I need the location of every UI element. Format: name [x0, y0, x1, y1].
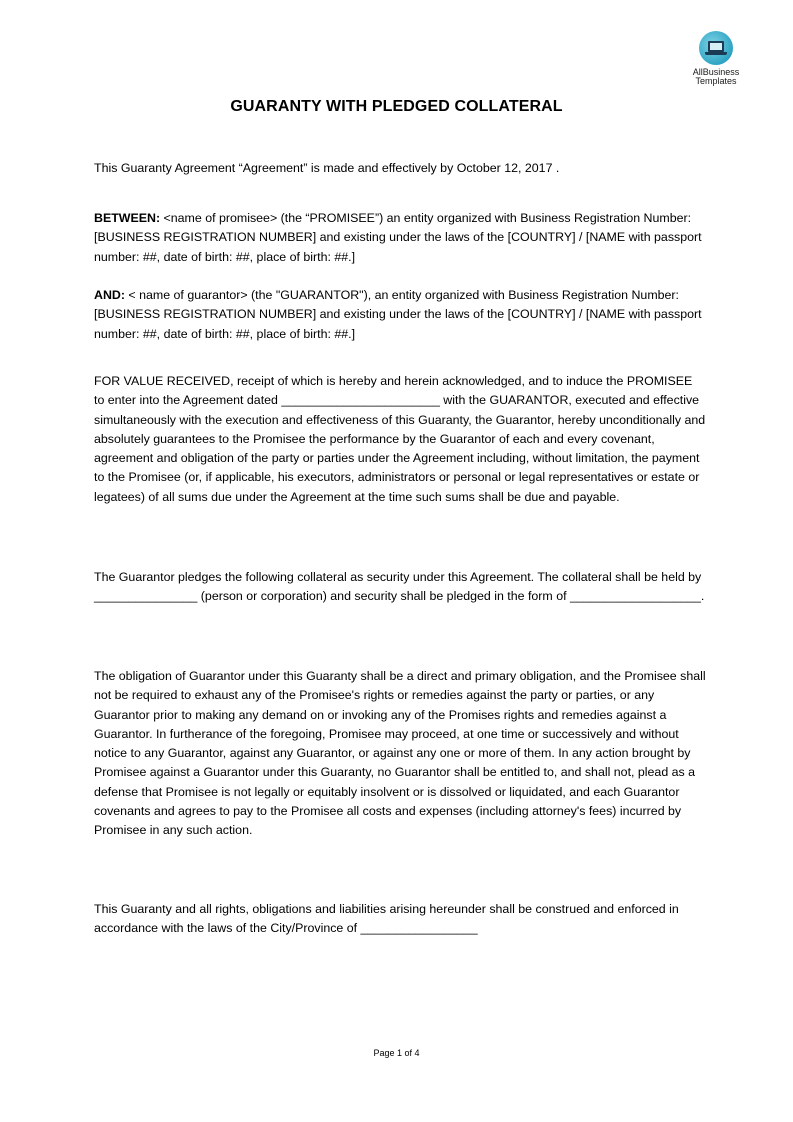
between-label: BETWEEN:	[94, 211, 161, 225]
value-received-paragraph: FOR VALUE RECEIVED, receipt of which is hereby and herein acknowledged, and to induce the PROMISEE to enter into the Agreement dated _______________________ with the GUARANTOR, executed and effective simultaneously with the execution and effectiveness of this Guaranty, the Guarantor, hereby unconditionally and absolutely guarantees to the Promisee the performance by the Guarantor of each and every covenant, agreement and obligation of the party or parties under the Agreement including, without limitation, the payment to the Promisee (or, if applicable, his executors, administrators or personal or legal representatives or estate or legatees) of all sums due under the Agreement at the time such sums shall be due and payable.	[94, 374, 706, 504]
document-title: GUARANTY WITH PLEDGED COLLATERAL	[230, 98, 563, 115]
intro-paragraph: This Guaranty Agreement “Agreement” is made and effectively by October 12, 2017 .	[94, 161, 560, 175]
laptop-icon	[699, 31, 733, 65]
logo-line-1: AllBusiness	[692, 67, 740, 77]
between-text: <name of promisee> (the “PROMISEE”) an entity organized with Business Registration Number: [BUSINESS REGISTRATION NUMBER] and existing under the laws of the [COUNTRY] / [NAME with passport number: ##, date of birth: ##, place of birth: ##.]	[94, 211, 702, 264]
between-paragraph	[94, 209, 706, 267]
and-text: < name of guarantor> (the "GUARANTOR"), an entity organized with Business Registration Number: [BUSINESS REGISTRATION NUMBER] and existing under the laws of the [COUNTRY] / [NAME with passport number: ##, date of birth: ##, place of birth: ##.]	[94, 288, 702, 341]
collateral-paragraph: The Guarantor pledges the following collateral as security under this Agreement. The collateral shall be held by _______________ (person or corporation) and security shall be pledged in the form of ___________________.	[94, 570, 705, 604]
and-label: AND:	[94, 288, 125, 302]
obligation-paragraph: The obligation of Guarantor under this Guaranty shall be a direct and primary obligation, and the Promisee shall not be required to exhaust any of the Promisee's rights or remedies against the party or parties, or any Guarantor prior to making any demand on or invoking any of the Promises rights and remedies against a Guarantor. In furtherance of the foregoing, Promisee may proceed, at one time or successively and without notice to any Guarantor, against any Guarantor, or against any one or more of them. In any action brought by Promisee against a Guarantor under this Guaranty, no Guarantor shall be entitled to, and shall not, plead as a defense that Promisee is not legally or equitably insolvent or is dissolved or liquidated, and each Guarantor covenants and agrees to pay to the Promisee all costs and expenses (including attorney's fees) incurred by Promisee in any such action.	[94, 669, 706, 838]
logo-text	[683, 68, 749, 86]
governing-law-paragraph: This Guaranty and all rights, obligations and liabilities arising hereunder shall be construed and enforced in accordance with the laws of the City/Province of _________________	[94, 902, 679, 936]
logo-line-2: Templates	[695, 76, 737, 86]
allbusiness-templates-logo	[683, 31, 749, 86]
and-paragraph	[94, 286, 706, 344]
page-number: Page 1 of 4	[373, 1048, 420, 1058]
